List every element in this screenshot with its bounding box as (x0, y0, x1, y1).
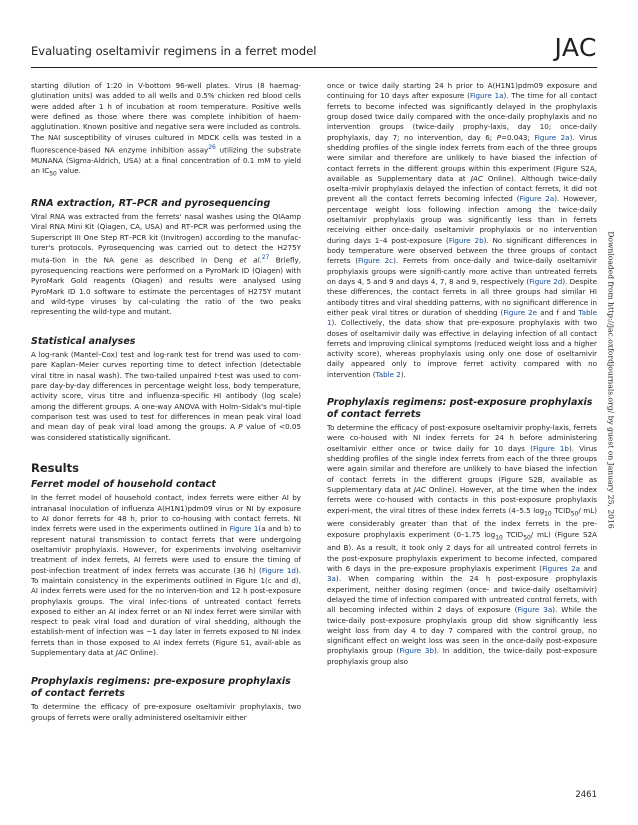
running-title: Evaluating oseltamivir regimens in a ferret model (31, 44, 317, 58)
link-figure-1a[interactable]: Figure 1a (469, 91, 504, 101)
link-figure-2b[interactable]: Figure 2b (448, 235, 484, 245)
link-figure-2d[interactable]: Figure 2d (529, 276, 563, 286)
left-column (31, 81, 301, 723)
heading-pre-exposure: Prophylaxis regimens: pre-exposure prophylaxis of contact ferrets (31, 676, 291, 699)
citation-27[interactable]: 27 (261, 254, 270, 262)
link-table-2[interactable]: Table 2 (375, 369, 401, 379)
heading-ferret-model: Ferret model of household contact (31, 478, 216, 490)
paragraph-pre-exposure-results: once or twice daily starting 24 h prior to A(H1N1)pdm09 exposure and continuing for 10 days after exposure (Figure 1a). The time for all contact ferrets to become infected was significantly delayed in the prophylaxis group dosed twice daily compared with the once-daily prophylaxis and no intervention groups (twice-daily prophy-laxis, day 10; once-daily prophylaxis, day 7; no intervention, day 6; P=0.043; Figure 2a). Virus shedding profiles of the single index ferrets from each of the three groups were similar and therefore are unlikely to have biased the infection of contact ferrets in the different groups within this experiment (Figure S2A, available as Supplementary data at JAC Online). Although twice-daily oselta-mivir prophylaxis delayed the infection of contact ferrets, it did not prevent all the contact ferrets becoming infected (Figure 2a). However, percentage weight loss following infection among the twice-daily oseltamivir prophylaxis group was significantly less than in ferrets receiving either once-daily oseltamivir prophylaxis or no intervention during days 1–4 post-exposure (Figure 2b). No significant differences in body temperature were observed between the three groups of contact ferrets (Figure 2c). Ferrets from once-daily and twice-daily oseltamivir prophylaxis groups were signifi-cantly more active than untreated ferrets on days 4, 5 and 9 and days 4, 7, 8 and 9, respectively (Figure 2d). Despite these differences, the contact ferrets in all three groups had similar HI antibody titres and viral shedding patterns, with no significant difference in either peak viral titres or duration of shedding (Figure 2e and f and Table 1). Collectively, the data show that pre-exposure prophylaxis with two doses of oseltamivir daily was effective in delaying infection of all contact ferrets and improving clinical symptoms (reduced weight loss and a higher activity score), whereas prophylaxis using only one dose of oseltamivir daily appeared only to improve ferret activity compared with no intervention (Table 2). (327, 81, 598, 379)
link-figure-2a[interactable]: Figure 2a (534, 132, 570, 142)
link-figure-3a[interactable]: Figure 3a (517, 605, 553, 615)
link-figure-2e[interactable]: Figure 2e (503, 307, 538, 317)
paragraph-hi-assay: starting dilution of 1:20 in V-bottom 96-well plates. Virus (8 haemag-glutination units) was added to all wells and 0.5% chicken red blood cells were added after 1 h of incubation at room temperature. Positive wells were defined as those where there was complete inhibition of haem-agglutination. Known positive and negative sera were included as controls. The NAI susceptibility of viruses cultured in MDCK cells was tested in a fluorescence-based NA enzyme inhibition assay$^{26}$ utilizing the substrate MUNANA (Sigma-Aldrich, USA) at a final concentration of 0.1 mM to yield an $IC_{50}$ value. (31, 81, 301, 178)
link-table-1[interactable]: Table 1 (327, 307, 597, 328)
journal-logo: JAC (554, 33, 597, 62)
paragraph-ferret-model: In the ferret model of household contact, index ferrets were either AI by intranasal inoculation of influenza A(H1N1)pdm09 virus or NI by exposure to AI donor ferrets for 48 h, prior to co-housing with contact ferrets. NI index ferrets were used in the experiments outlined in Figure 1(a and b) to represent natural transmission to contact ferrets that were undergoing oseltamivir prophylaxis. However, for experiments involving oseltamivir treatment of index ferrets, AI ferrets were used to ensure the timing of post-infection treatment of index ferrets was accurate (36 h) (Figure 1d). To maintain consistency in the experiments outlined in Figure 1(c and d), AI index ferrets were used for the no interven-tion and 12 h post-exposure prophylaxis groups. The viral infec-tions of untreated contact ferrets exposed to either an AI index ferret or an NI index ferret were similar with respect to peak viral load and duration of viral shedding, although the establish-ment of infection was ~1 day later in ferrets exposed to NI index ferrets than in those exposed to AI index ferrets (Figure S1, avail-able as Supplementary data at JAC Online). (31, 493, 301, 658)
page-number: 2461 (575, 790, 597, 800)
link-figure-1d[interactable]: Figure 1d (261, 565, 296, 575)
link-figure-3b[interactable]: Figure 3b (399, 646, 434, 656)
right-column (327, 81, 597, 667)
download-side-note-text: Downloaded from http://jac.oxfordjournals.org/ by guest on January 25, 2016 (606, 231, 616, 529)
heading-rna-extraction: RNA extraction, RT–PCR and pyrosequencing (31, 197, 271, 209)
link-figure-1b[interactable]: Figure 1b (532, 443, 569, 453)
header-rule (31, 67, 597, 68)
citation-26[interactable]: 26 (208, 143, 216, 151)
download-side-note (604, 175, 618, 585)
link-figure-3a[interactable]: 3a (327, 574, 336, 584)
heading-results: Results (31, 460, 79, 475)
page-header (31, 30, 597, 64)
heading-statistical-analyses: Statistical analyses (31, 335, 136, 347)
heading-post-exposure: Prophylaxis regimens: post-exposure prophylaxis of contact ferrets (327, 397, 593, 420)
link-figure-2a[interactable]: Figure 2a (519, 194, 555, 204)
paragraph-pre-exposure: To determine the efficacy of pre-exposure oseltamivir prophylaxis, two groups of ferrets were orally administered oseltamivir either (31, 702, 301, 722)
link-figure-2c[interactable]: Figure 2c (358, 256, 394, 266)
link-figure-2a[interactable]: Figures 2a (542, 563, 581, 573)
paragraph-post-exposure: To determine the efficacy of post-exposure oseltamivir prophy-laxis, ferrets were co-housed with NI index ferrets for 24 h before administering oseltamivir either once or twice daily for 10 days (Figure 1b). Virus shedding profiles of the single index ferrets from each of the three groups were again similar and therefore are unlikely to have biased the infection of contact ferrets in the different groups (Figure S2B, available as Supplementary data at JAC Online). However, at the time when the index ferrets were co-housed with contacts in this post-exposure prophylaxis experi-ment, the viral titres of these index ferrets (4–5.5 $\log_{10}$ $TCID_{50}/$ mL) were considerably greater than that of the index ferrets in the pre-exposure prophylaxis experiment (0–1.75 $\log_{10}$ $TCID_{50}/$ mL) (Figure S2A and B). As a result, it took only 2 days for all untreated control ferrets in the post-exposure prophylaxis experiment to become infected, compared with 6 days in the pre-exposure prophylaxis experiment (Figures 2a and 3a). When comparing within the 24 h post-exposure prophylaxis experiment, neither dosing regimen (once- and twice-daily oseltamivir) delayed the time of infection compared with untreated control ferrets, with all becoming infected within 2 days of exposure (Figure 3a). While the twice-daily post-exposure prophylaxis group did show significantly less weight loss from day 4 to day 7 compared with the control group, no significant effect on weight loss was seen in the once-daily post-exposure prophylaxis group (Figure 3b). In addition, the twice-daily post-exposure prophylaxis group also (327, 423, 598, 666)
link-figure-1[interactable]: Figure 1 (229, 524, 259, 534)
paragraph-statistical-analyses: A log-rank (Mantel–Cox) test and log-rank test for trend was used to com-pare Kaplan–Meier curves reporting time to detect infection (detectable viral titre in nasal wash). The two-tailed unpaired t-test was used to com-pare day-by-day differences in percentage weight loss, body temperature, activity score, virus titre and influenza-specific HI antibody (log scale) among the different groups. A one-way ANOVA with Holm–Sidak's mul-tiple comparison test was used to test for differences in mean peak viral load and mean day of peak viral load among the groups. A P value of <0.05 was considered statistically significant. (31, 350, 301, 442)
paragraph-rna-extraction: Viral RNA was extracted from the ferrets' nasal washes using the QIAamp Viral RNA Mini Kit (Qiagen, CA, USA) and RT–PCR was performed using the Superscript III One Step RT–PCR kit (Invitrogen) according to the manufac-turer's protocols. Pyrosequencing was carried out to detect the H275Y muta-tion in the NA gene as described in Deng et al.$^{27}$ Briefly, pyrosequencing reactions were performed on a PyroMark ID (Qiagen) with PyroMark Gold reagents (Qiagen) and results were analysed using PyroMark ID 1.0 software to estimate the percentages of H275Y mutant and wild-type viruses by cal-culating the ratio of the two peaks representing the wild-type and mutant. (31, 212, 301, 317)
